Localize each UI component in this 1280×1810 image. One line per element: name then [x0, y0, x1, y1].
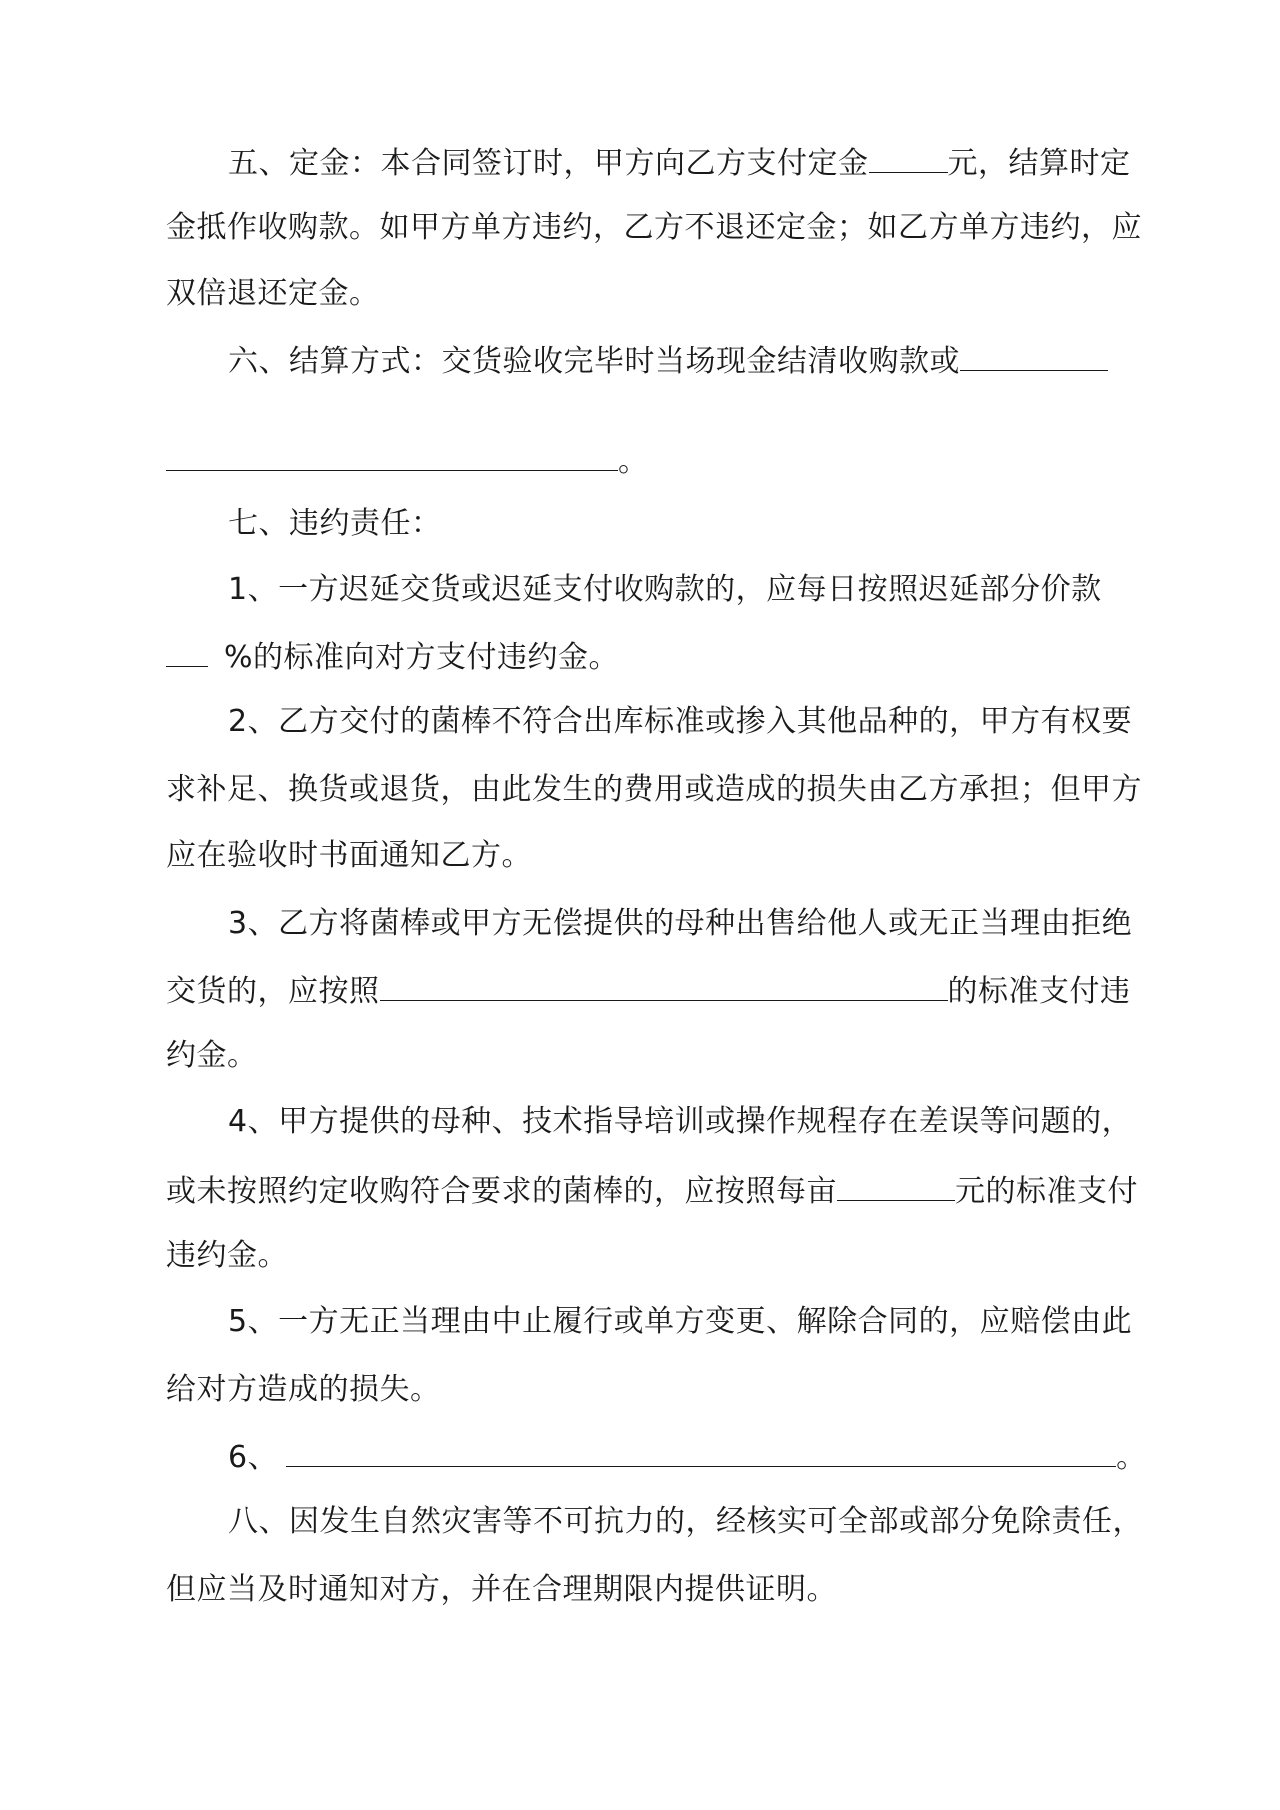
clause6-text: 六、结算方式：交货验收完毕时当场现金结清收购款或: [228, 344, 960, 379]
clause6-line1: [228, 340, 1108, 382]
other-liability-blank: [286, 1436, 1116, 1467]
penalty-rate-blank: [166, 636, 208, 667]
item3-line3: 约金。: [166, 1038, 258, 1073]
per-mu-amount-blank: [837, 1170, 955, 1201]
item4-text-b: 元的标准支付: [955, 1174, 1138, 1209]
item6-end: 。: [1116, 1440, 1147, 1475]
item1-text: %的标准向对方支付违约金。: [224, 640, 620, 675]
item2-line3: 应在验收时书面通知乙方。: [166, 838, 532, 873]
item5-line2: 给对方造成的损失。: [166, 1372, 441, 1407]
settlement-method-blank-2: [166, 440, 618, 471]
item1-line1: 1、一方迟延交货或迟延支付收购款的，应每日按照迟延部分价款: [228, 572, 1102, 607]
clause5-line3: 双倍退还定金。: [166, 276, 380, 311]
item3-line2: [166, 970, 1131, 1012]
clause7-heading: 七、违约责任：: [228, 506, 442, 541]
clause5-text-b: 元，结算时定: [947, 146, 1131, 181]
item3-text-a: 交货的，应按照: [166, 974, 380, 1009]
item6-prefix: 6、: [228, 1440, 279, 1475]
item4-line2: [166, 1170, 1138, 1212]
item3-line1: 3、乙方将菌棒或甲方无偿提供的母种出售给他人或无正当理由拒绝: [228, 906, 1133, 941]
item5-line1: 5、一方无正当理由中止履行或单方变更、解除合同的，应赔偿由此: [228, 1304, 1133, 1339]
item2-line2: 求补足、换货或退货，由此发生的费用或造成的损失由乙方承担；但甲方: [166, 772, 1142, 807]
item4-line1: 4、甲方提供的母种、技术指导培训或操作规程存在差误等问题的，: [228, 1104, 1133, 1139]
clause8-line1: 八、因发生自然灾害等不可抗力的，经核实可全部或部分免除责任，: [228, 1504, 1143, 1539]
item4-line3: 违约金。: [166, 1238, 288, 1273]
clause8-line2: 但应当及时通知对方，并在合理期限内提供证明。: [166, 1572, 837, 1607]
penalty-standard-blank: [380, 970, 948, 1001]
deposit-amount-blank: [869, 142, 948, 173]
clause6-line2: [166, 440, 649, 482]
settlement-method-blank-1: [960, 340, 1108, 371]
item3-text-b: 的标准支付违: [947, 974, 1131, 1009]
clause5-line2: 金抵作收购款。如甲方单方违约，乙方不退还定金；如乙方单方违约，应: [166, 210, 1142, 245]
item2-line1: 2、乙方交付的菌棒不符合出库标准或掺入其他品种的，甲方有权要: [228, 704, 1133, 739]
clause6-end: 。: [618, 444, 649, 479]
clause5-text-a: 五、定金：本合同签订时，甲方向乙方支付定金: [228, 146, 869, 181]
item6-line: [228, 1436, 1147, 1478]
clause5-line1: [228, 142, 1131, 184]
item1-line2: [166, 636, 619, 678]
item4-text-a: 或未按照约定收购符合要求的菌棒的，应按照每亩: [166, 1174, 837, 1209]
